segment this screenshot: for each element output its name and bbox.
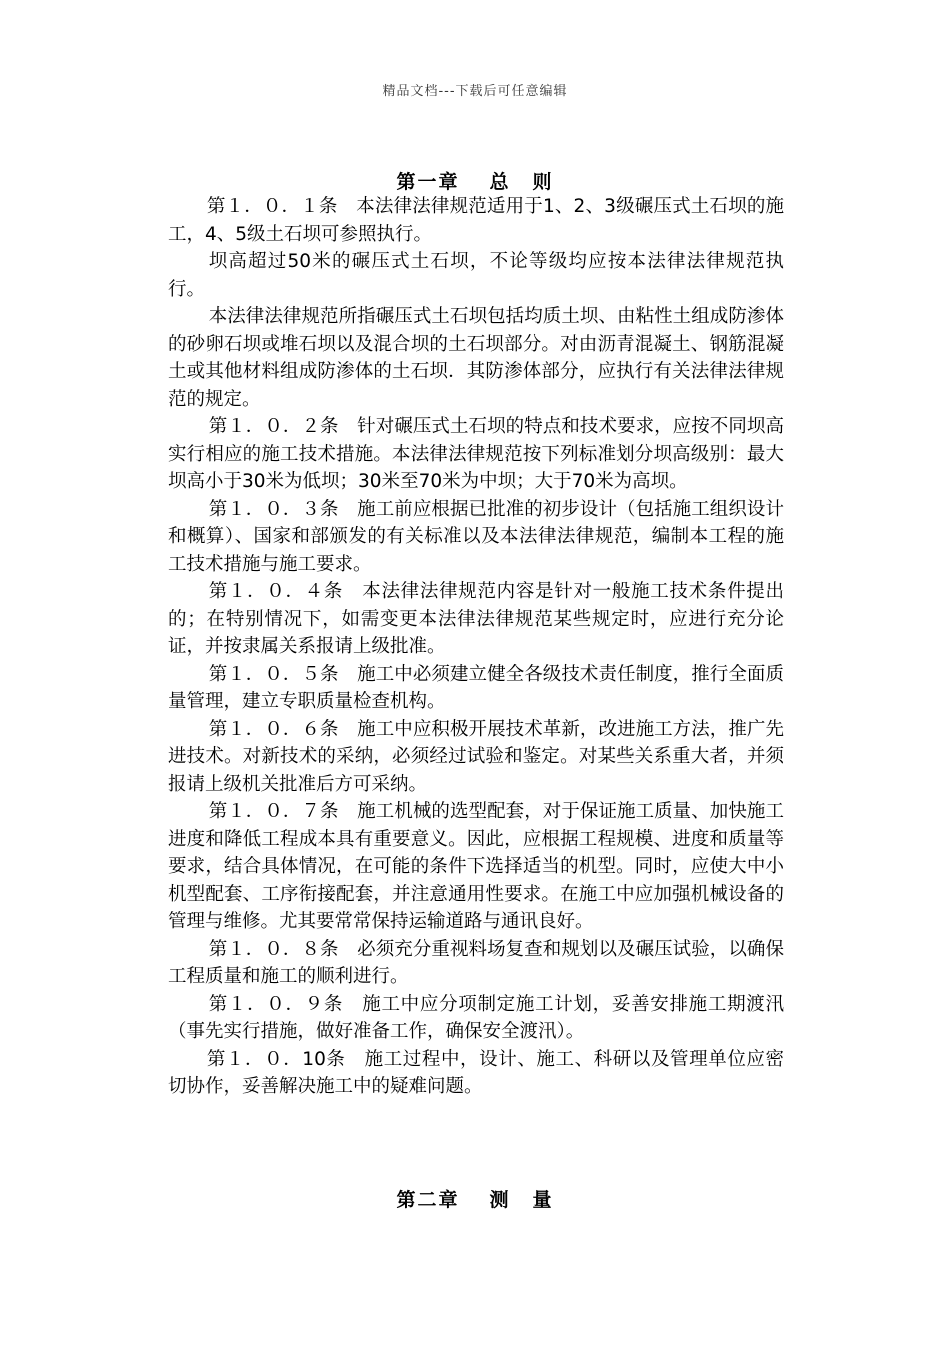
header-note: 精品文档---下载后可任意编辑 [382,84,568,99]
paragraph-1-0-3: 第１．０．３条 施工前应根据已批准的初步设计（包括施工组织设计和概算）、国家和部颁发的有关标准以及本法律法律规范，编制本工程的施工技术措施与施工要求。 [168,498,784,575]
paragraph-1-0-10: 第１．０．10条 施工过程中，设计、施工、科研以及管理单位应密切协作，妥善解决施工中的疑难问题。 [168,1048,784,1097]
paragraph-1-0-1: 第１．０．１条 本法律法律规范适用于1、2、3级碾压式土石坝的施工，4、5级土石坝可参照执行。 [168,196,784,245]
paragraph-1-0-8: 第１．０．８条 必须充分重视料场复查和规划以及碾压试验，以确保工程质量和施工的顺利进行。 [168,938,784,987]
paragraph-1-0-7: 第１．０．７条 施工机械的选型配套，对于保证施工质量、加快施工进度和降低工程成本具有重要意义。因此，应根据工程规模、进度和质量等要求，结合具体情况，在可能的条件下选择适当的机型。同时，应使大中小机型配套、工序衔接配套，并注意通用性要求。在施工中应加强机械设备的管理与维修。尤其要常常保持运输道路与通讯良好。 [168,801,784,932]
paragraph-dam-height: 坝高超过50米的碾压式土石坝，不论等级均应按本法律法律规范执行。 [168,251,784,300]
chapter-1-name-part-2: 则 [532,171,554,193]
paragraph-1-0-6: 第１．０．６条 施工中应积极开展技术革新，改进施工方法，推广先进技术。对新技术的采纳，必须经过试验和鉴定。对某些关系重大者，并须报请上级机关批准后方可采纳。 [168,718,784,795]
chapter-1-name-part-1: 总 [489,171,511,193]
chapter-2-number: 第二章 [396,1189,460,1211]
paragraph-1-0-4: 第１．０．４条 本法律法律规范内容是针对一般施工技术条件提出的；在特别情况下，如需变更本法律法律规范某些规定时，应进行充分论证，并按隶属关系报请上级批准。 [168,581,784,657]
chapter-2-name-part-2: 量 [532,1189,554,1211]
chapter-2-name-part-1: 测 [489,1189,511,1211]
paragraph-1-0-2: 第１．０．２条 针对碾压式土石坝的特点和技术要求，应按不同坝高实行相应的施工技术措施。本法律法律规范按下列标准划分坝高级别：最大坝高小于30米为低坝；30米至70米为中坝；大于70米为高坝。 [168,416,784,492]
paragraph-1-0-9: 第１．０．９条 施工中应分项制定施工计划，妥善安排施工期渡汛（事先实行措施，做好准备工作，确保安全渡汛）。 [168,993,784,1042]
chapter-1-body [168,193,784,1101]
chapter-2-title [0,1185,950,1212]
chapter-1-title [0,167,950,194]
paragraph-1-0-5: 第１．０．５条 施工中必须建立健全各级技术责任制度，推行全面质量管理，建立专职质量检查机构。 [168,663,784,712]
chapter-1-number: 第一章 [396,171,460,193]
paragraph-scope: 本法律法律规范所指碾压式土石坝包括均质土坝、由粘性土组成防渗体的砂卵石坝或堆石坝以及混合坝的土石坝部分。对由沥青混凝土、钢筋混凝土或其他材料组成防渗体的土石坝．其防渗体部分，应执行有关法律法律规范的规定。 [168,306,784,410]
